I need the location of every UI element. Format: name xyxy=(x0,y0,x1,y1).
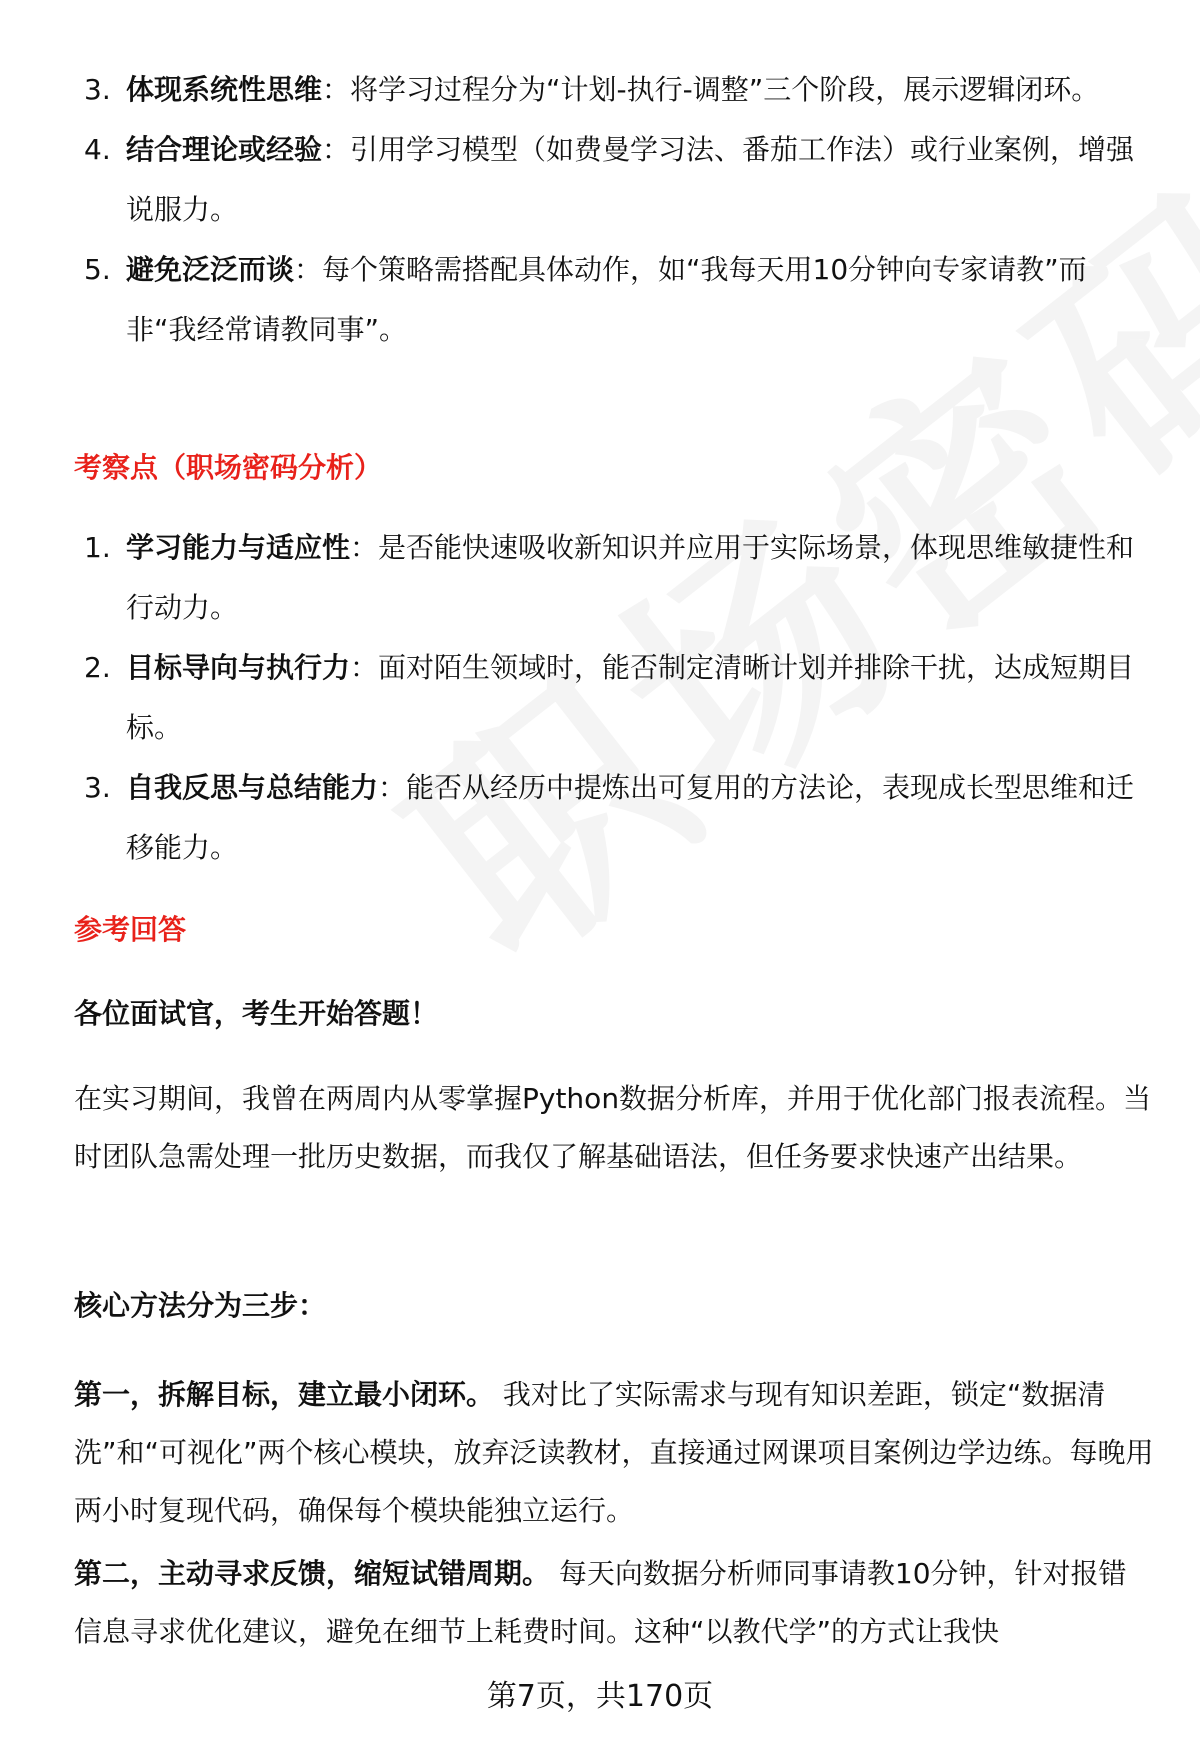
list-item-text: 是否能快速吸收新知识并应用于实际场景，体现思维敏捷性和行动力。 xyxy=(126,531,1135,624)
list-number: 4. xyxy=(84,133,111,166)
list-item xyxy=(0,758,1200,878)
list-item xyxy=(0,240,1200,360)
list-item-title: 体现系统性思维 xyxy=(126,73,323,106)
list-item-separator: ： xyxy=(322,73,351,106)
list-number: 2. xyxy=(84,651,111,684)
list-number: 5. xyxy=(84,253,111,286)
step-one-title: 第一，拆解目标，建立最小闭环。 xyxy=(74,1378,495,1411)
list-item-title: 结合理论或经验 xyxy=(126,133,323,166)
step-two-title: 第二，主动寻求反馈，缩短试错周期。 xyxy=(74,1557,551,1590)
tips-list xyxy=(0,60,1200,360)
page-footer: 第7页，共170页 xyxy=(486,1679,714,1714)
list-item xyxy=(0,60,1200,120)
list-item-title: 学习能力与适应性 xyxy=(126,531,351,564)
list-item-title: 目标导向与执行力 xyxy=(126,651,351,684)
list-number: 1. xyxy=(84,531,111,564)
list-item-text: 每个策略需搭配具体动作，如“我每天用10分钟向专家请教”而非“我经常请教同事”。 xyxy=(126,253,1087,346)
list-item-body xyxy=(126,518,1146,638)
list-item-title: 避免泛泛而谈 xyxy=(126,253,295,286)
points-list xyxy=(0,518,1200,878)
step-one-paragraph xyxy=(74,1366,1154,1540)
list-item-body xyxy=(126,758,1146,878)
list-item xyxy=(0,120,1200,240)
list-item-text: 能否从经历中提炼出可复用的方法论，表现成长型思维和迁移能力。 xyxy=(126,771,1135,864)
list-item xyxy=(0,638,1200,758)
greeting: 各位面试官，考生开始答题！ xyxy=(74,997,439,1030)
core-method-label: 核心方法分为三步： xyxy=(74,1289,327,1322)
list-item-body xyxy=(126,240,1146,360)
list-item-body xyxy=(126,638,1146,758)
list-item-separator: ： xyxy=(350,651,379,684)
list-item-separator: ： xyxy=(322,133,351,166)
section-heading-points: 考察点（职场密码分析） xyxy=(74,451,383,484)
list-item-separator: ： xyxy=(378,771,407,804)
step-two-text: 每天向数据分析师同事请教10分钟，针对报错信息寻求优化建议，避免在细节上耗费时间。这种“以教代学”的方式让我快 xyxy=(74,1557,1127,1648)
intro-paragraph: 在实习期间，我曾在两周内从零掌握Python数据分析库，并用于优化部门报表流程。当时团队急需处理一批历史数据，而我仅了解基础语法，但任务要求快速产出结果。 xyxy=(74,1082,1152,1173)
list-item-title: 自我反思与总结能力 xyxy=(126,771,379,804)
list-item-separator: ： xyxy=(294,253,323,286)
list-number: 3. xyxy=(84,73,111,106)
list-item-text: 引用学习模型（如费曼学习法、番茄工作法）或行业案例，增强说服力。 xyxy=(126,133,1135,226)
list-item-body xyxy=(126,60,1146,120)
list-item xyxy=(0,518,1200,638)
section-heading-answer: 参考回答 xyxy=(74,913,187,946)
list-item-text: 面对陌生领域时，能否制定清晰计划并排除干扰，达成短期目标。 xyxy=(126,651,1135,744)
list-item-separator: ： xyxy=(350,531,379,564)
list-number: 3. xyxy=(84,771,111,804)
step-two-paragraph xyxy=(74,1545,1154,1661)
list-item-text: 将学习过程分为“计划-执行-调整”三个阶段，展示逻辑闭环。 xyxy=(350,73,1100,106)
list-item-body xyxy=(126,120,1146,240)
step-one-text: 我对比了实际需求与现有知识差距，锁定“数据清洗”和“可视化”两个核心模块，放弃泛读教材，直接通过网课项目案例边学边练。每晚用两小时复现代码，确保每个模块能独立运行。 xyxy=(74,1378,1154,1527)
